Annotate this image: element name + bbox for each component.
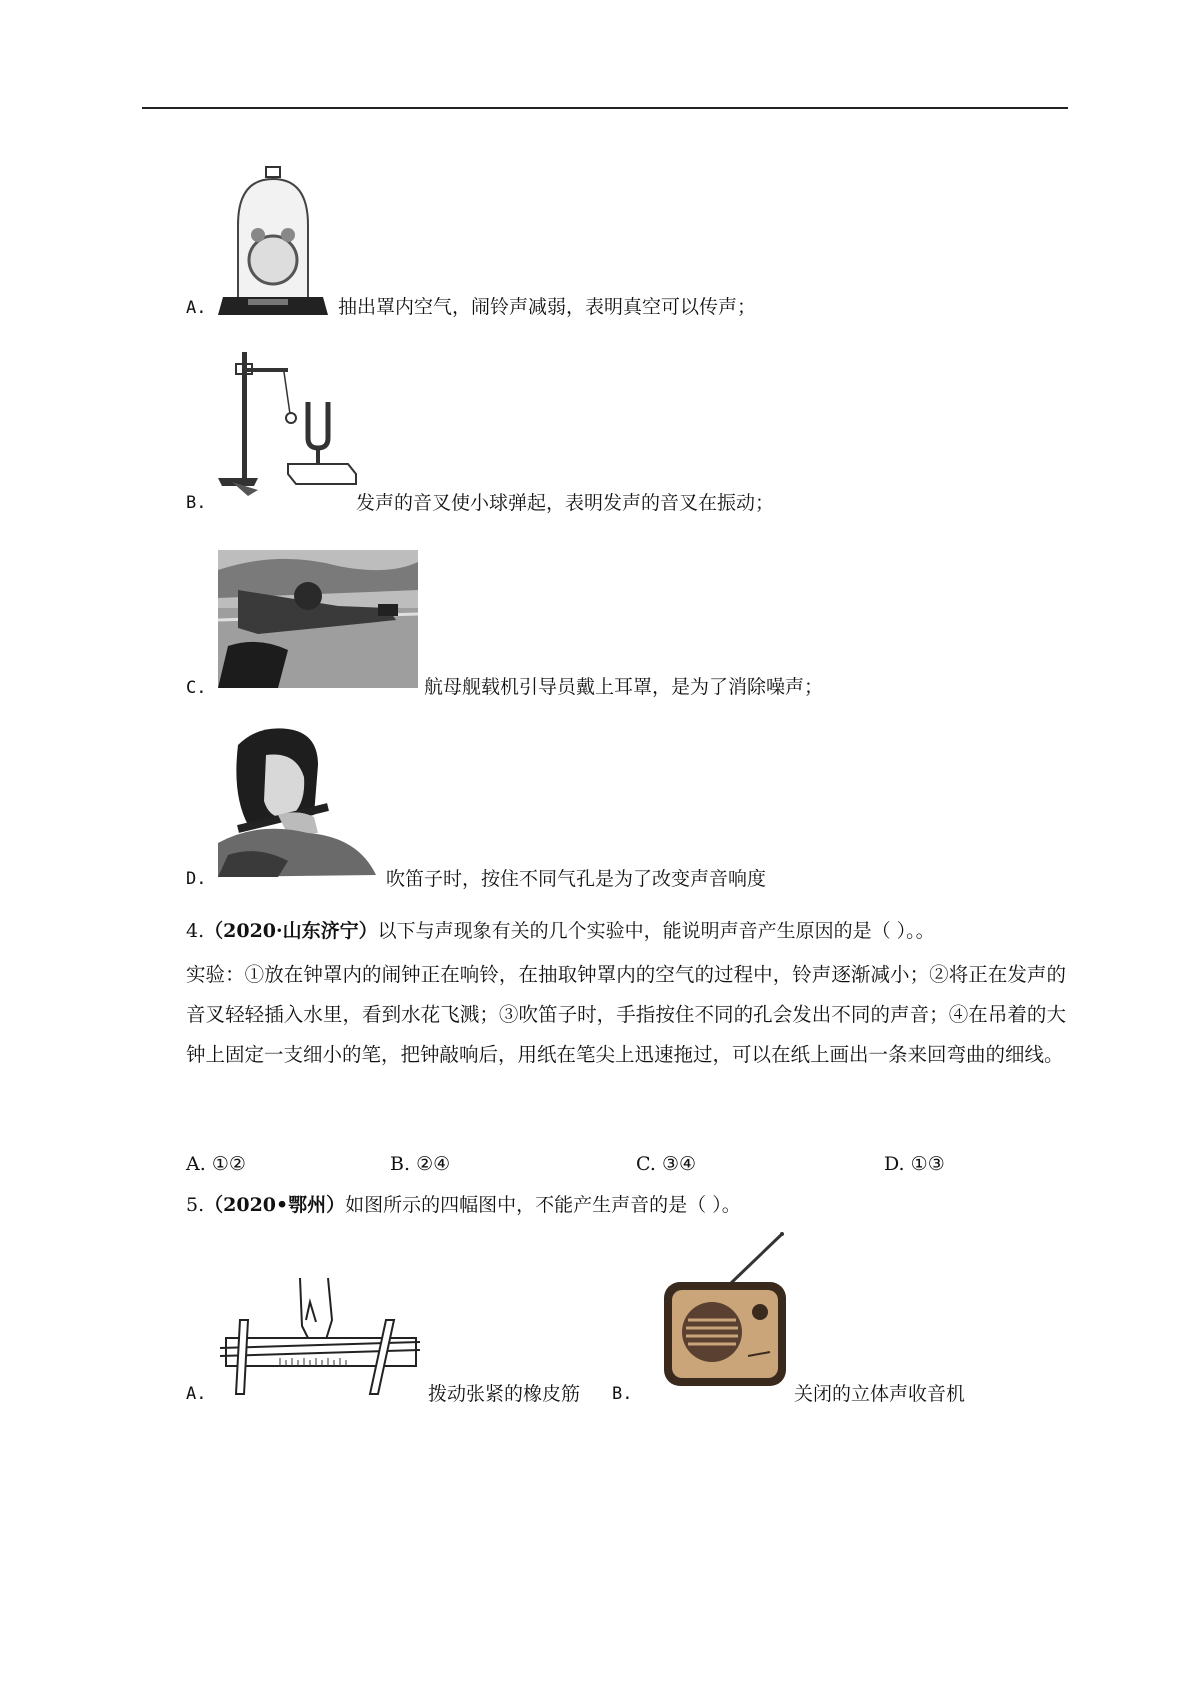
- option-a-label: A.: [186, 298, 207, 318]
- tuning-fork-figure: [218, 350, 358, 500]
- q5-option-a-text: 拨动张紧的橡皮筋: [428, 1383, 581, 1405]
- option-d-label: D.: [186, 869, 207, 889]
- q4-body: 实验：①放在钟罩内的闹钟正在响铃，在抽取钟罩内的空气的过程中，铃声逐渐减小；②将正在发声的音叉轻轻插入水里，看到水花飞溅；③吹笛子时，手指按住不同的孔会发出不同的声音；④在吊着的大钟上固定一支细小的笔，把钟敲响后，用纸在笔尖上迅速拖过，可以在纸上画出一条来回弯曲的细线。: [186, 963, 1066, 1066]
- q5-number: 5.: [186, 1194, 205, 1216]
- q4-source: （2020·山东济宁）: [204, 920, 378, 942]
- header-rule: [142, 107, 1068, 109]
- option-d-text: 吹笛子时，按住不同气孔是为了改变声音响度: [386, 868, 767, 890]
- option-c-label: C.: [186, 678, 207, 698]
- rubber-band-ruler-figure: [220, 1276, 420, 1400]
- q4-choice-d: [884, 1151, 945, 1177]
- q4-number: 4.: [186, 920, 205, 942]
- q4-choice-d-text: ①③: [910, 1153, 945, 1175]
- q4-choice-b-text: ②④: [416, 1153, 451, 1175]
- q4-choice-a-text: ①②: [211, 1153, 246, 1175]
- q4-choice-a: [186, 1151, 246, 1177]
- q4-stem: 以下与声现象有关的几个实验中，能说明声音产生原因的是（ ）。。: [377, 920, 935, 942]
- carrier-deck-figure: [218, 550, 418, 688]
- option-c-text: 航母舰载机引导员戴上耳罩，是为了消除噪声；: [424, 676, 824, 698]
- q4-choice-c: [636, 1151, 696, 1177]
- q5-option-a-label: A.: [186, 1384, 207, 1404]
- q5-stem: 如图所示的四幅图中，不能产生声音的是（ ）。: [345, 1194, 741, 1216]
- q4-choice-b-label: B.: [390, 1153, 411, 1175]
- option-a-text: 抽出罩内空气，闹铃声减弱，表明真空可以传声；: [338, 296, 757, 318]
- option-b-label: B.: [186, 493, 207, 513]
- q4-header: [186, 918, 935, 944]
- option-b-text: 发声的音叉使小球弹起，表明发声的音叉在振动；: [356, 492, 775, 514]
- q5-source: （2020•鄂州）: [204, 1194, 346, 1216]
- radio-figure: [660, 1232, 790, 1392]
- q4-choice-c-label: C.: [636, 1153, 656, 1175]
- q4-choice-b: [390, 1151, 450, 1177]
- q4-choice-d-label: D.: [884, 1153, 905, 1175]
- q5-option-b-text: 关闭的立体声收音机: [794, 1383, 966, 1405]
- bell-jar-figure: [218, 165, 328, 315]
- q4-choice-a-label: A.: [186, 1153, 206, 1175]
- q5-header: [186, 1192, 741, 1218]
- flute-player-figure: [218, 725, 376, 877]
- q5-option-b-label: B.: [612, 1384, 633, 1404]
- q4-choice-c-text: ③④: [661, 1153, 697, 1175]
